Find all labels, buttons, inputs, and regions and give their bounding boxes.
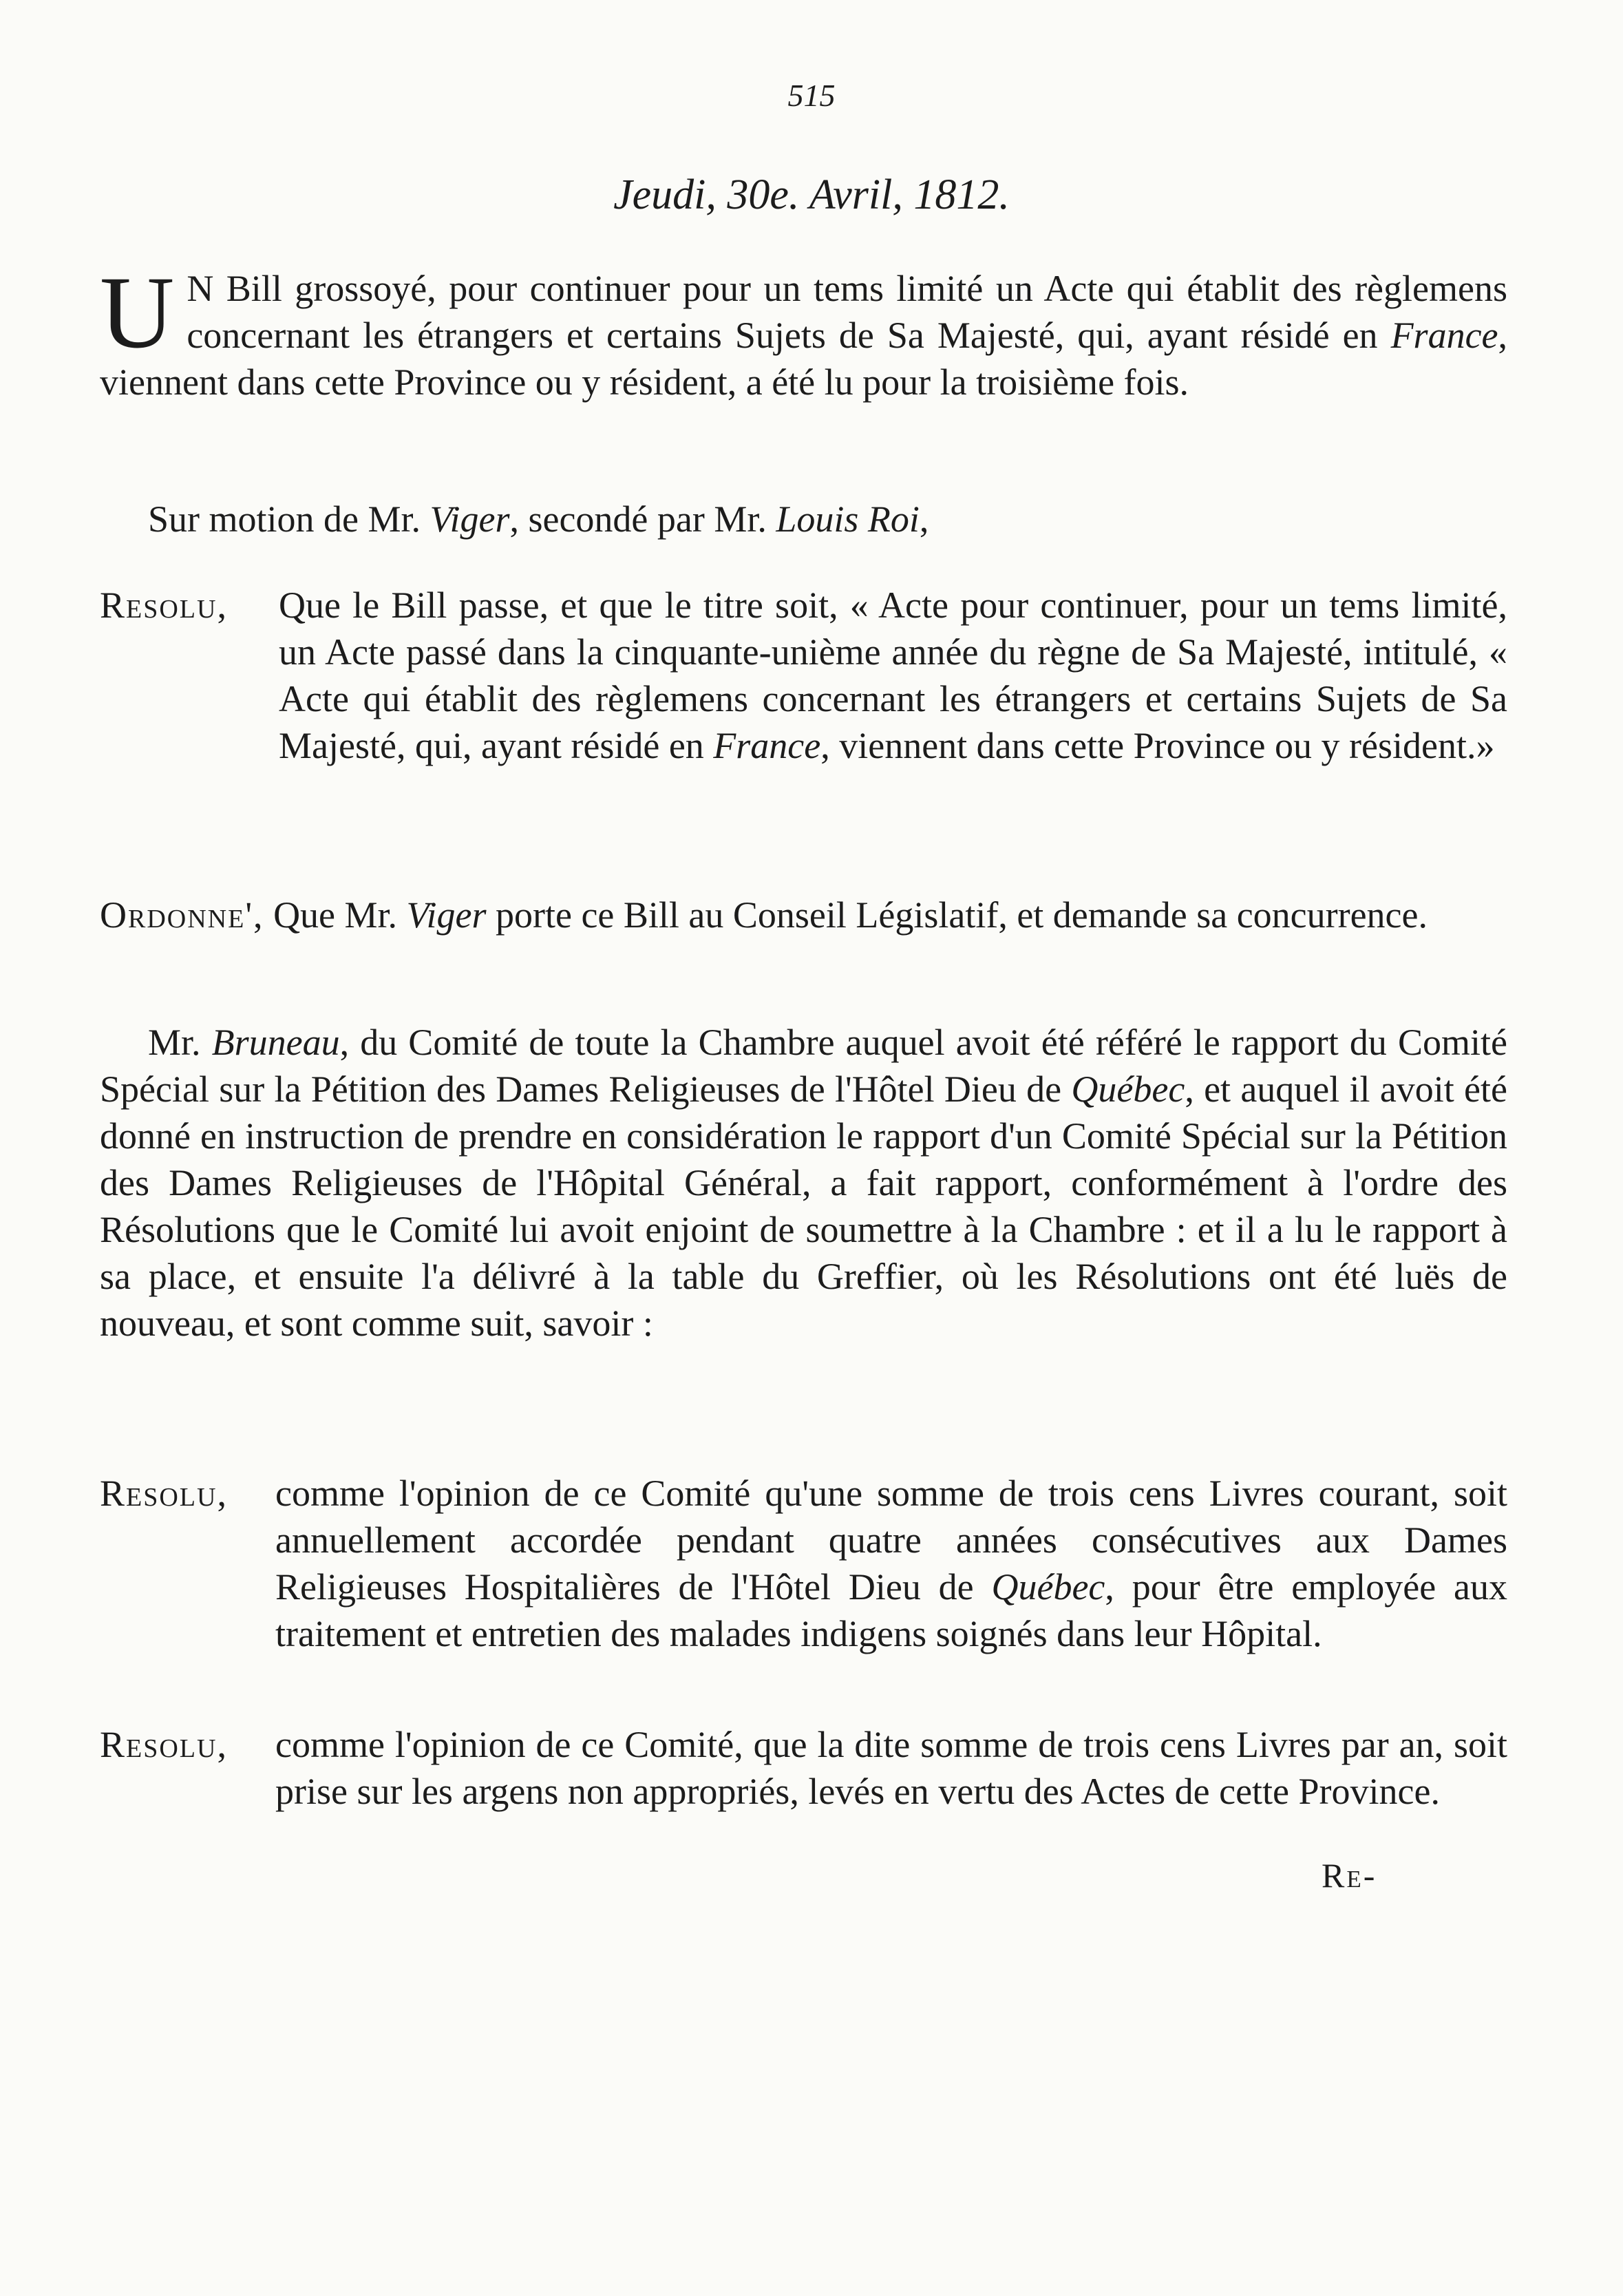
bill-place: France [1390,315,1498,356]
bruneau-report-paragraph [100,1019,1507,1347]
motion-suffix: , [919,498,929,540]
bill-paragraph [100,255,1507,406]
resolution-3-body: comme l'opinion de ce Comité, que la dite somme de trois cens Livres par an, soit prise sur les argens non appropriés, levés en vertu des Actes de cette Province. [275,1724,1507,1812]
ordonne-paragraph [100,892,1507,938]
motion-prefix: Sur motion de Mr. [148,498,430,540]
bruneau-prefix: Mr. [148,1022,212,1063]
ordonne-text-a: Que Mr. [264,894,407,936]
resolution-1-place: France [713,725,821,766]
resolution-1 [100,582,1507,769]
resolution-1-body [279,582,1507,769]
resolution-2-text-b: , pour être employée aux traitement et entretien des malades indigens soignés dans leur Hôpital. [275,1566,1507,1654]
ordonne-label: Ordonne', [100,894,264,936]
resolution-1-text-b: , viennent dans cette Province ou y résident.» [820,725,1495,766]
bruneau-text-b: , et auquel il avoit été donné en instruction de prendre en considération le rapport d'un Comité Spécial sur la Pétition des Dames Religieuses de l'Hôpital Général, a fait rapport, conformément à l'ordre des Résolutions que le Comité lui avoit enjoint de soumettre à la Chambre : et il a lu le rapport à sa place, et ensuite l'a délivré à la table du Greffier, où les Résolutions ont été luës de nouveau, et sont comme suit, savoir : [100,1068,1507,1344]
bruneau-text-a: , du Comité de toute la Chambre auquel avoit été référé le rapport du Comité Spécial sur la Pétition des Dames Religieuses de l'Hôtel Dieu de [100,1022,1507,1110]
motion-line [148,496,1507,543]
drop-cap: U [100,255,175,370]
ordonne-text-b: porte ce Bill au Conseil Législatif, et demande sa concurrence. [486,894,1428,936]
bruneau-city: Québec [1071,1068,1185,1110]
bruneau-name: Bruneau [211,1022,340,1063]
motion-mover: Viger [429,498,510,540]
bill-text: N Bill grossoyé, pour continuer pour un tems limité un Acte qui établit des règlemens concernant les étrangers et certains Sujets de Sa Majesté, qui, ayant résidé en [187,268,1507,356]
motion-middle: , secondé par Mr. [509,498,776,540]
resolution-1-label: Resolu, [100,584,228,626]
bill-text-end: , viennent dans cette Province ou y résident, a été lu pour la troisième fois. [100,315,1507,403]
resolution-3 [100,1721,1507,1815]
resolution-2-label: Resolu, [100,1473,228,1514]
resolution-3-label: Resolu, [100,1724,228,1765]
page-number: 515 [787,78,836,113]
resolution-2 [100,1470,1507,1657]
resolution-2-city: Québec [991,1566,1105,1608]
resolution-1-text-a: Que le Bill passe, et que le titre soit, « Acte pour continuer, pour un tems limité, un Acte passé dans la cinquante-unième année du règne de Sa Majesté, intitulé, « Acte qui établit des règlemens concernant les étrangers et certains Sujets de Sa Majesté, qui, ayant résidé en [279,584,1507,766]
catchword: Re- [1322,1856,1377,1895]
motion-seconder: Louis Roi [776,498,920,540]
ordonne-name: Viger [406,894,487,936]
resolution-2-body [275,1470,1507,1657]
date-heading: Jeudi, 30e. Avril, 1812. [613,171,1010,218]
resolution-2-text-a: comme l'opinion de ce Comité qu'une somme de trois cens Livres courant, soit annuellement accordée pendant quatre années consécutives aux Dames Religieuses Hospitalières de l'Hôtel Dieu de [275,1473,1507,1608]
